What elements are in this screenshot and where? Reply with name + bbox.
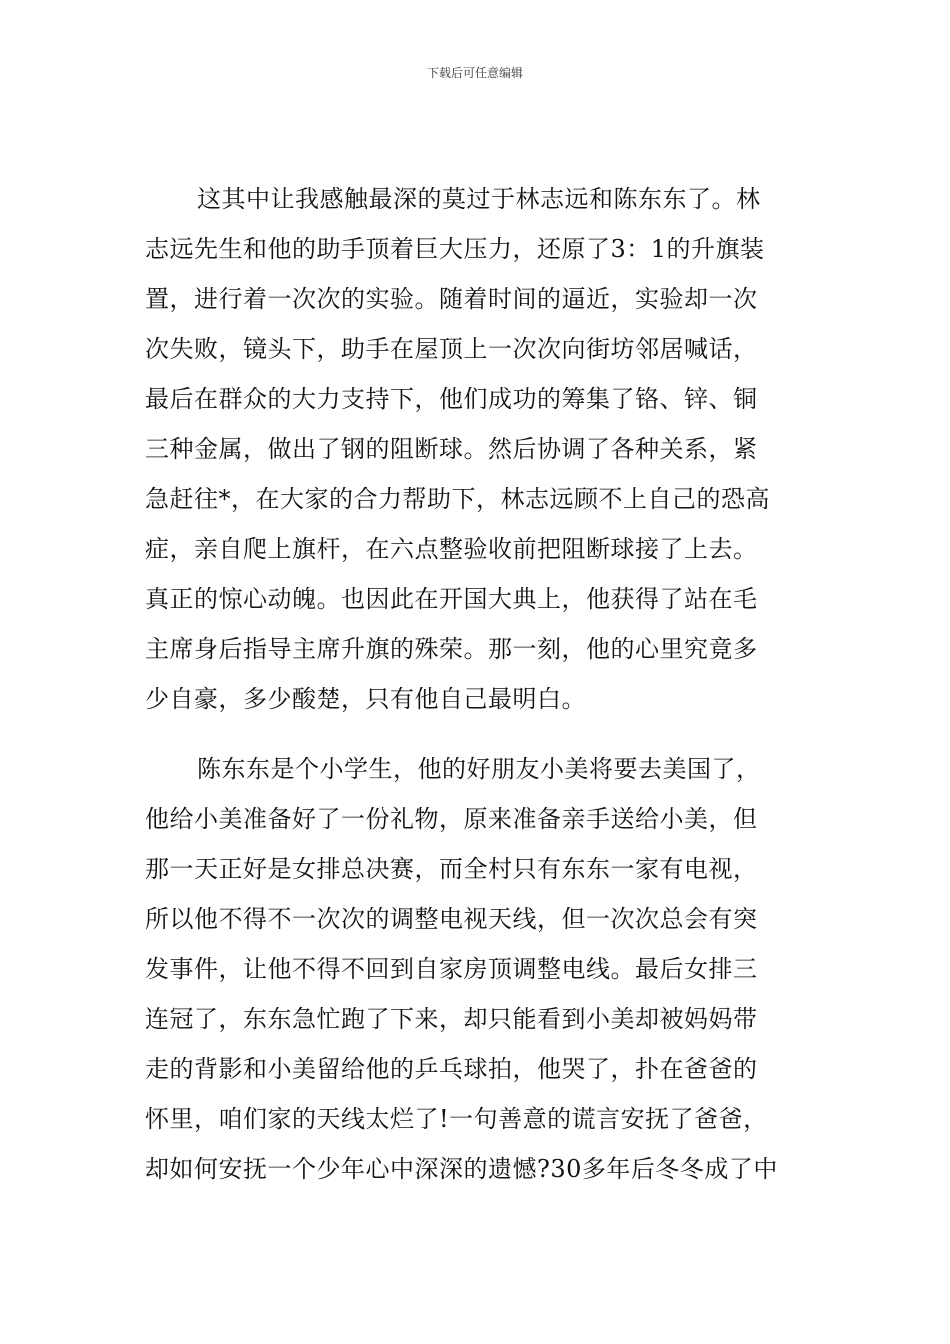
paragraph-line: 最后在群众的大力支持下，他们成功的筹集了铬、锌、铜 [145, 385, 758, 413]
paragraph-line: 发事件，让他不得不回到自家房顶调整电线。最后女排三 [145, 955, 758, 983]
paragraph-line: 怀里，咱们家的天线太烂了!一句善意的谎言安抚了爸爸， [145, 1105, 768, 1133]
paragraph-line: 少自豪，多少酸楚，只有他自己最明白。 [145, 685, 586, 713]
paragraph-line: 连冠了，东东急忙跑了下来，却只能看到小美却被妈妈带 [145, 1005, 758, 1033]
paragraph-line: 急赶往*，在大家的合力帮助下，林志远顾不上自己的恐高 [145, 485, 770, 513]
paragraph-line: 志远先生和他的助手顶着巨大压力，还原了3：1的升旗装 [145, 235, 765, 263]
paragraph-line: 那一天正好是女排总决赛，而全村只有东东一家有电视， [145, 855, 758, 883]
paragraph-2 [145, 744, 811, 1194]
paragraph-line: 症，亲自爬上旗杆，在六点整验收前把阻断球接了上去。 [145, 535, 758, 563]
paragraph-line: 三种金属，做出了钢的阻断球。然后协调了各种关系，紧 [145, 435, 758, 463]
paragraph-1 [145, 174, 811, 724]
paragraph-line: 真正的惊心动魄。也因此在开国大典上，他获得了站在毛 [145, 585, 758, 613]
paragraph-line: 却如何安抚一个少年心中深深的遗憾?30多年后冬冬成了中 [145, 1155, 778, 1183]
paragraph-line: 置，进行着一次次的实验。随着时间的逼近，实验却一次 [145, 285, 758, 313]
paragraph-line: 他给小美准备好了一份礼物，原来准备亲手送给小美，但 [145, 805, 758, 833]
paragraph-line: 所以他不得不一次次的调整电视天线，但一次次总会有突 [145, 905, 758, 933]
paragraph-line: 次失败，镜头下，助手在屋顶上一次次向街坊邻居喊话， [145, 335, 758, 363]
page-header: 下载后可任意编辑 [426, 66, 523, 80]
paragraph-line: 走的背影和小美留给他的乒乓球拍，他哭了，扑在爸爸的 [145, 1055, 758, 1083]
paragraph-line: 陈东东是个小学生，他的好朋友小美将要去美国了， [197, 755, 761, 783]
paragraph-line: 这其中让我感触最深的莫过于林志远和陈东东了。林 [197, 185, 761, 213]
paragraph-line: 主席身后指导主席升旗的殊荣。那一刻，他的心里究竟多 [145, 635, 758, 663]
